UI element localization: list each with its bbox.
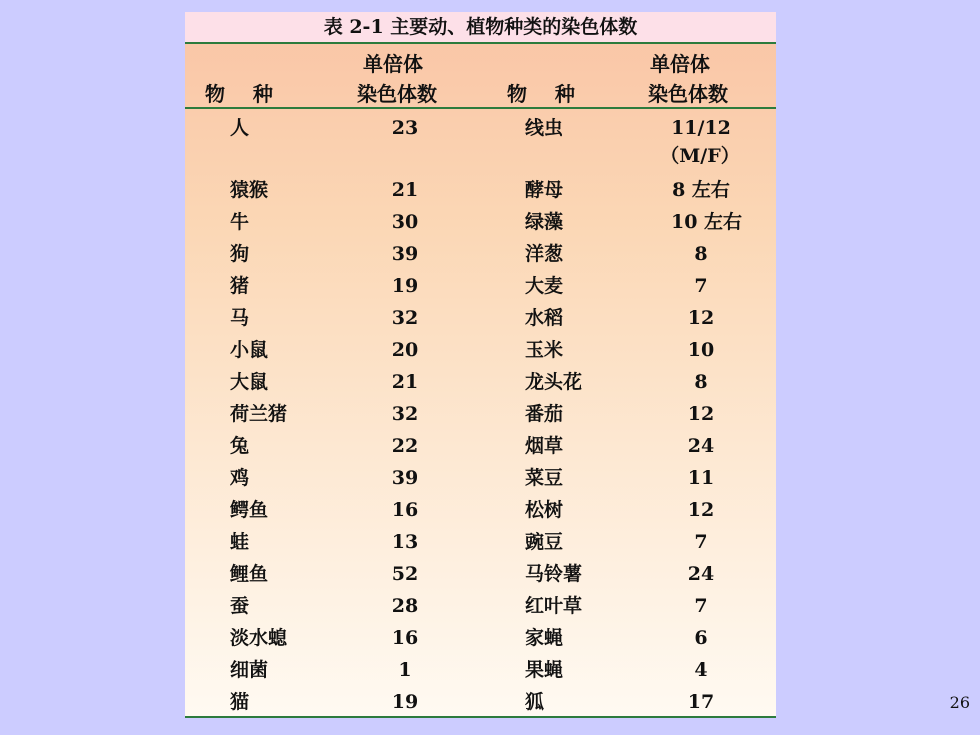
left-species-name: 狗 [230,243,250,265]
right-chromosome-count: 11 [687,467,715,489]
right-chromosome-count: 10 [687,339,715,361]
right-chromosome-count: 7 [694,275,708,297]
left-species-name: 细菌 [230,659,269,681]
right-chromosome-count: 8 左右 [672,179,730,201]
left-species-name: 猿猴 [230,179,269,201]
right-species-name: 狐 [525,691,545,713]
left-species-name: 大鼠 [230,371,269,393]
left-species-name: 淡水螅 [230,627,288,649]
left-chromosome-count: 28 [391,595,419,617]
left-chromosome-count: 30 [391,211,419,233]
right-species-name: 线虫 [525,117,564,139]
left-chromosome-count: 16 [391,627,419,649]
left-chromosome-count: 52 [391,563,419,585]
right-chromosome-count: 7 [694,595,708,617]
right-chromosome-count: 8 [694,371,708,393]
table-title: 表 2-1 主要动、植物种类的染色体数 [185,12,776,44]
right-species-name: 果蝇 [525,659,564,681]
right-species-name: 玉米 [525,339,564,361]
left-species-name: 人 [230,117,250,139]
chromosome-table [185,12,776,718]
left-species-name: 蚕 [230,595,250,617]
header-rule [185,107,776,109]
left-chromosome-count: 22 [391,435,419,457]
left-species-name: 牛 [230,211,250,233]
right-chromosome-count: 12 [687,307,715,329]
left-chromosome-count: 20 [391,339,419,361]
left-species-name: 小鼠 [230,339,269,361]
right-chromosome-count: 6 [694,627,708,649]
right-chromosome-count: 12 [687,403,715,425]
right-chromosome-count: 24 [687,435,715,457]
left-chromosome-count: 13 [391,531,419,553]
left-chromosome-count: 19 [391,691,419,713]
left-chromosome-count: 39 [391,467,419,489]
page-number: 26 [949,693,970,712]
right-species-name: 绿藻 [525,211,564,233]
left-chromosome-count: 19 [391,275,419,297]
left-chromosome-count: 32 [391,307,419,329]
right-species-name: 菜豆 [525,467,564,489]
right-species-name: 豌豆 [525,531,564,553]
header-species-left: 物 种 [205,82,273,106]
right-count-note: （M/F） [660,145,740,167]
right-species-name: 红叶草 [525,595,583,617]
right-chromosome-count: 7 [694,531,708,553]
right-species-name: 马铃薯 [525,563,583,585]
right-species-name: 龙头花 [525,371,583,393]
left-species-name: 鸡 [230,467,250,489]
left-chromosome-count: 23 [391,117,419,139]
left-chromosome-count: 21 [391,371,419,393]
right-chromosome-count: 17 [687,691,715,713]
left-species-name: 蛙 [230,531,250,553]
left-species-name: 猫 [230,691,250,713]
header-species-right: 物 种 [507,82,575,106]
left-chromosome-count: 21 [391,179,419,201]
left-chromosome-count: 39 [391,243,419,265]
right-chromosome-count: 8 [694,243,708,265]
right-chromosome-count: 4 [694,659,708,681]
right-species-name: 洋葱 [525,243,564,265]
left-species-name: 猪 [230,275,250,297]
header-count-line2-right: 染色体数 [648,82,728,106]
bottom-rule [185,716,776,718]
left-species-name: 马 [230,307,250,329]
right-chromosome-count: 24 [687,563,715,585]
right-chromosome-count: 11/12 [671,117,731,139]
left-species-name: 荷兰猪 [230,403,288,425]
left-species-name: 兔 [230,435,250,457]
header-count-line1-right: 单倍体 [650,52,710,76]
right-chromosome-count: 12 [687,499,715,521]
header-count-line2-left: 染色体数 [357,82,437,106]
right-species-name: 酵母 [525,179,564,201]
right-species-name: 水稻 [525,307,564,329]
right-chromosome-count: 10 左右 [671,211,743,233]
right-species-name: 松树 [525,499,564,521]
left-chromosome-count: 16 [391,499,419,521]
left-species-name: 鳄鱼 [230,499,269,521]
right-species-name: 大麦 [525,275,564,297]
header-count-line1-left: 单倍体 [363,52,423,76]
left-chromosome-count: 1 [398,659,412,681]
right-species-name: 烟草 [525,435,564,457]
left-species-name: 鲤鱼 [230,563,269,585]
left-chromosome-count: 32 [391,403,419,425]
right-species-name: 番茄 [525,403,564,425]
right-species-name: 家蝇 [525,627,564,649]
